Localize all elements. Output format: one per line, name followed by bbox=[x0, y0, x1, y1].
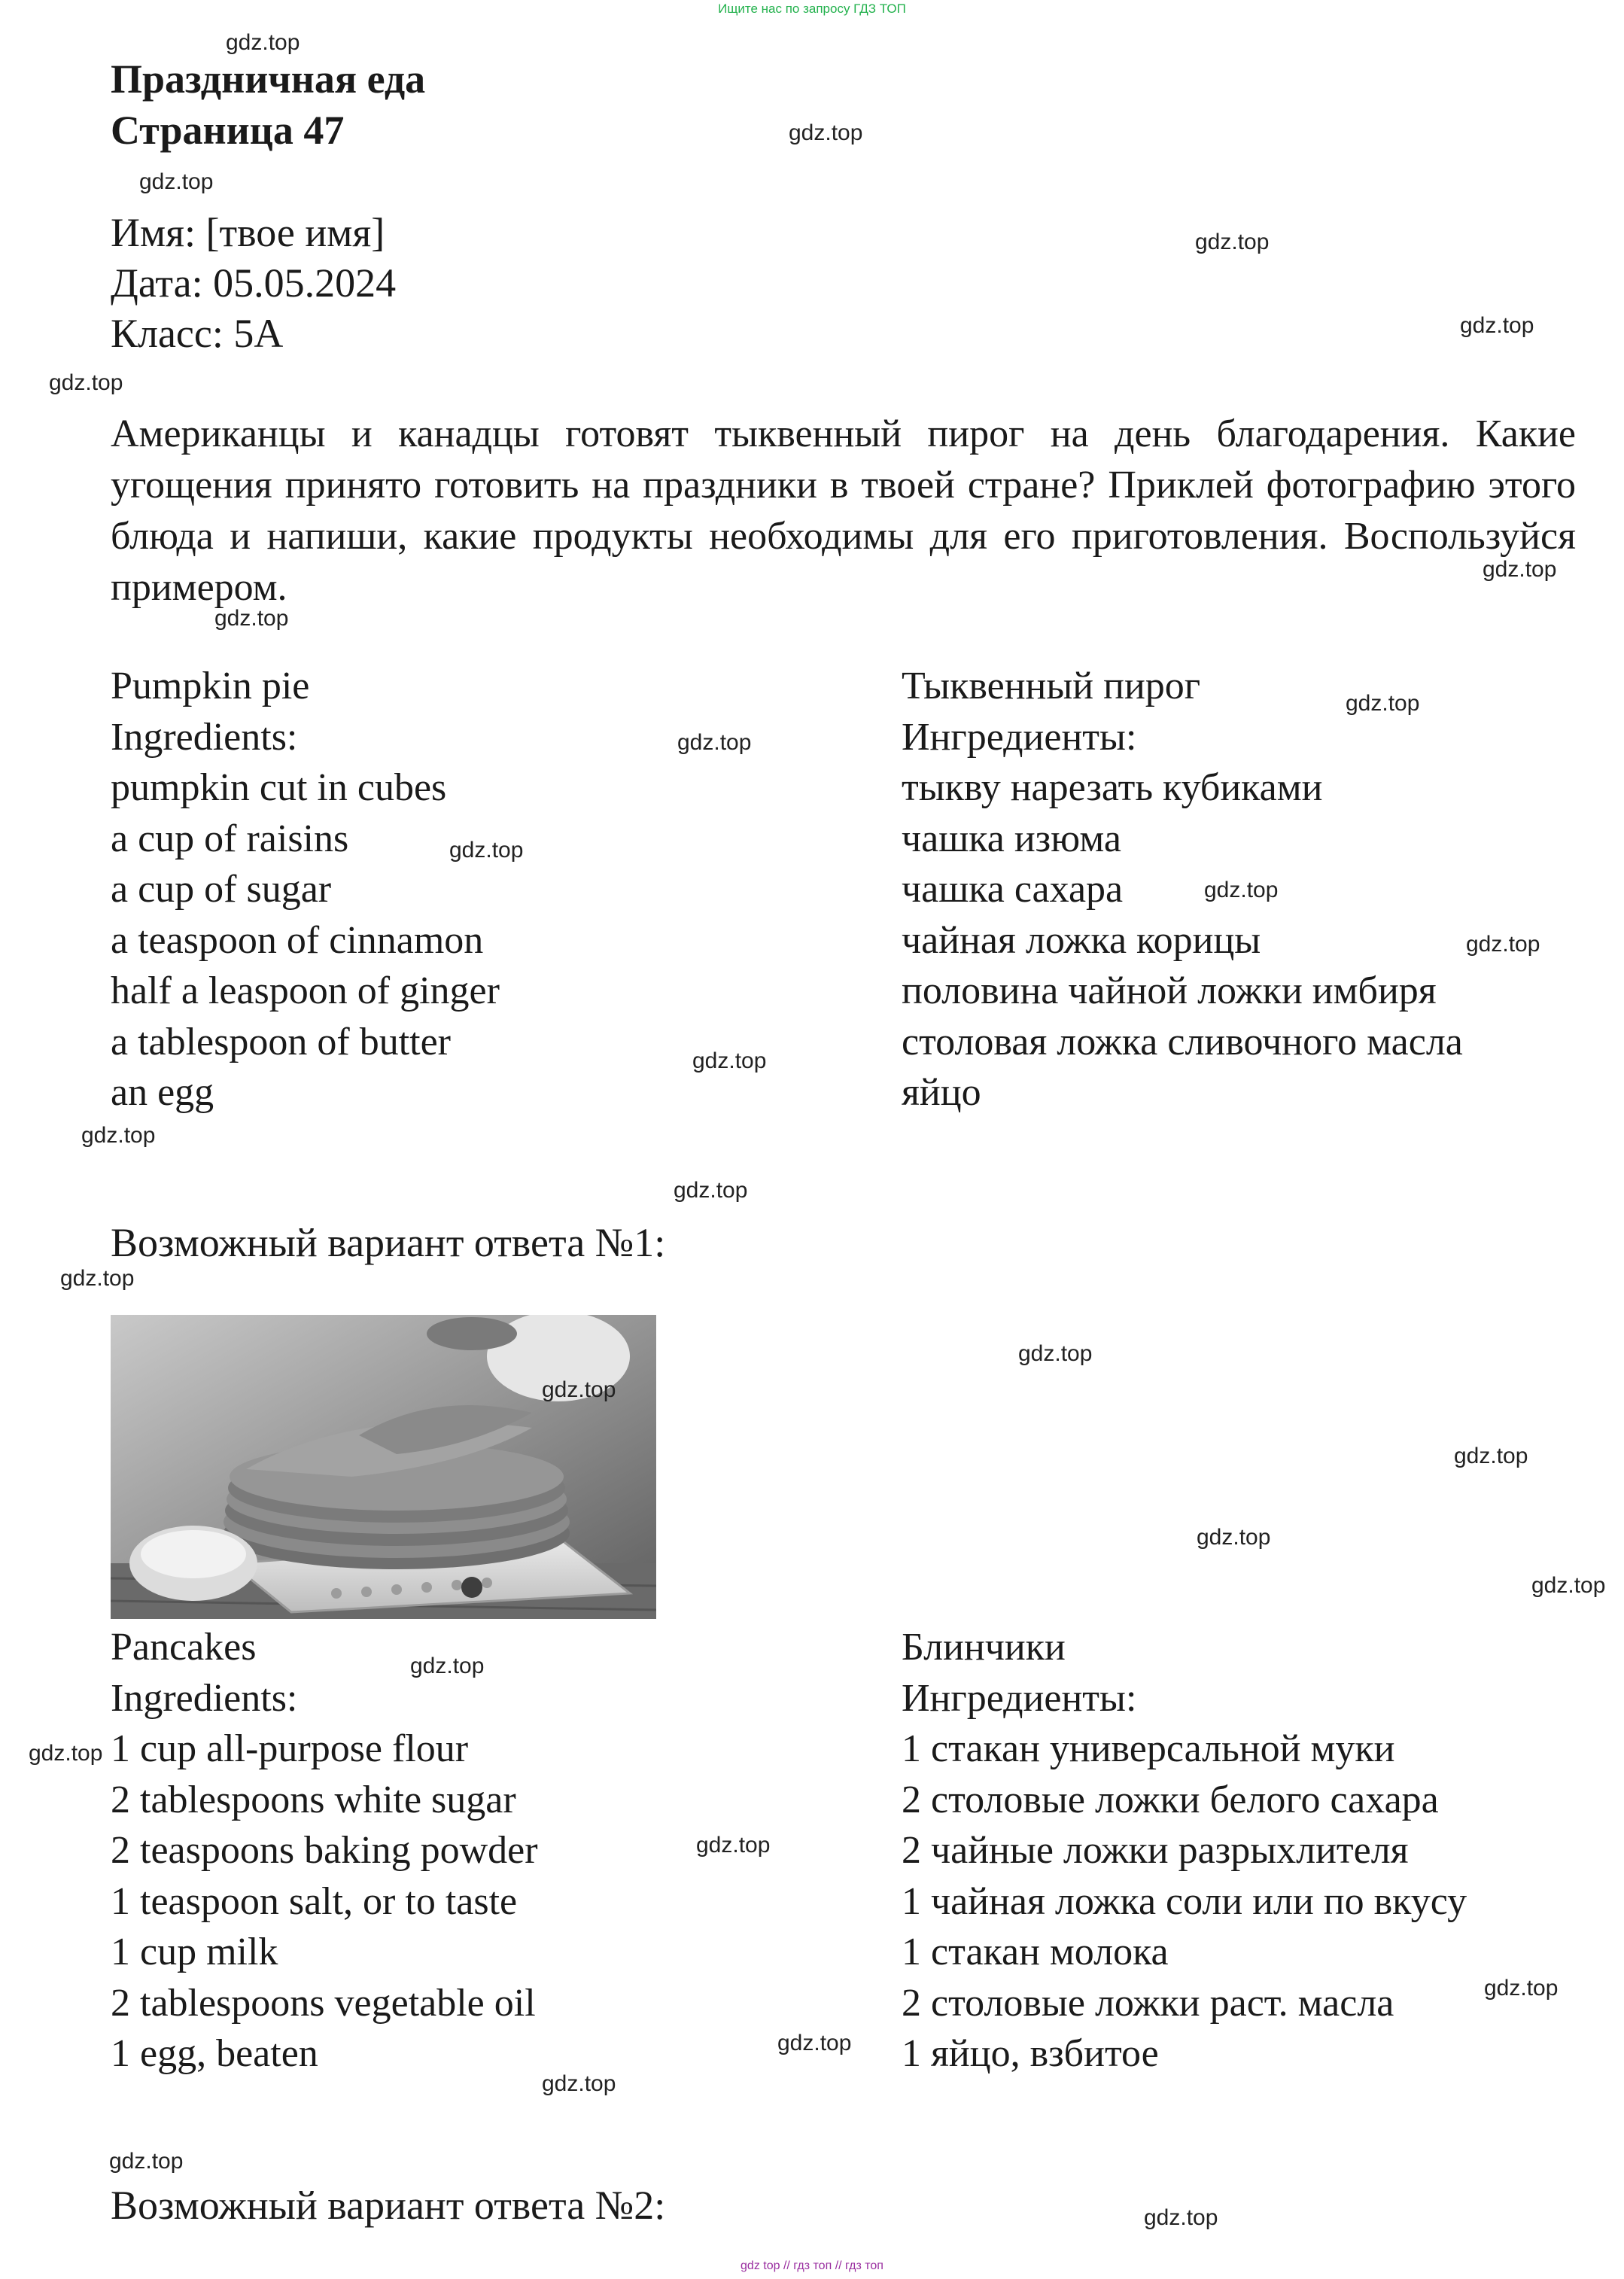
answer1-en-title: Pancakes bbox=[111, 1626, 257, 1669]
example-russian-list bbox=[902, 661, 1463, 1118]
watermark: gdz.top bbox=[1460, 313, 1534, 338]
example-en-item: an egg bbox=[111, 1071, 214, 1114]
name-line: Имя: [твое имя] bbox=[111, 210, 385, 255]
watermark: gdz.top bbox=[81, 1123, 156, 1148]
bottom-banner: gdz top // гдз топ // гдз топ bbox=[741, 2259, 883, 2272]
answer1-ru-ingredients-label: Ингредиенты: bbox=[902, 1676, 1137, 1720]
example-en-title: Pumpkin pie bbox=[111, 665, 310, 707]
example-ru-item: яйцо bbox=[902, 1071, 981, 1114]
answer1-en-item: 2 tablespoons vegetable oil bbox=[111, 1981, 536, 2025]
watermark: gdz.top bbox=[1197, 1525, 1271, 1550]
example-ru-item: чашка изюма bbox=[902, 817, 1121, 860]
answer1-ru-item: 2 чайные ложки разрыхлителя bbox=[902, 1829, 1409, 1872]
watermark: gdz.top bbox=[542, 1377, 616, 1402]
watermark: gdz.top bbox=[696, 1833, 771, 1858]
watermark: gdz.top bbox=[677, 730, 752, 755]
answer1-en-ingredients-label: Ingredients: bbox=[111, 1676, 298, 1720]
answer1-en-item: 1 teaspoon salt, or to taste bbox=[111, 1879, 518, 1923]
watermark: gdz.top bbox=[49, 370, 123, 395]
watermark: gdz.top bbox=[1018, 1341, 1093, 1366]
example-en-item: a teaspoon of cinnamon bbox=[111, 918, 484, 962]
watermark: gdz.top bbox=[1484, 1976, 1559, 2001]
watermark: gdz.top bbox=[542, 2071, 616, 2096]
watermark: gdz.top bbox=[410, 1654, 485, 1678]
class-line: Класс: 5А bbox=[111, 311, 284, 356]
watermark: gdz.top bbox=[109, 2149, 184, 2174]
answer1-en-item: 1 egg, beaten bbox=[111, 2032, 318, 2075]
answer1-ru-item: 1 чайная ложка соли или по вкусу bbox=[902, 1879, 1467, 1923]
watermark: gdz.top bbox=[1346, 691, 1420, 716]
example-ru-item: половина чайной ложки имбиря bbox=[902, 969, 1437, 1012]
answer1-ru-item: 2 столовые ложки раст. масла bbox=[902, 1981, 1394, 2025]
watermark: gdz.top bbox=[214, 606, 289, 631]
watermark: gdz.top bbox=[226, 30, 300, 55]
watermark: gdz.top bbox=[1483, 557, 1557, 582]
example-en-item: a cup of raisins bbox=[111, 817, 349, 860]
example-en-ingredients-label: Ingredients: bbox=[111, 715, 298, 759]
pancakes-photo bbox=[111, 1315, 656, 1619]
date-line: Дата: 05.05.2024 bbox=[111, 260, 397, 306]
answer1-en-item: 2 tablespoons white sugar bbox=[111, 1778, 516, 1821]
answer1-ru-title: Блинчики bbox=[902, 1626, 1066, 1669]
example-ru-item: столовая ложка сливочного масла bbox=[902, 1020, 1463, 1063]
answer2-heading: Возможный вариант ответа №2: bbox=[111, 2183, 666, 2228]
watermark: gdz.top bbox=[692, 1048, 767, 1073]
answer1-ru-item: 1 яйцо, взбитое bbox=[902, 2032, 1159, 2075]
answer1-ru-item: 2 столовые ложки белого сахара bbox=[902, 1778, 1439, 1821]
example-en-item: pumpkin cut in cubes bbox=[111, 766, 447, 809]
example-ru-item: тыкву нарезать кубиками bbox=[902, 766, 1323, 809]
answer1-en-item: 2 teaspoons baking powder bbox=[111, 1829, 538, 1872]
watermark: gdz.top bbox=[789, 120, 863, 145]
answer1-english-list bbox=[111, 1622, 538, 2080]
example-en-item: a cup of sugar bbox=[111, 868, 332, 911]
answer1-en-item: 1 cup milk bbox=[111, 1931, 278, 1973]
top-banner: Ищите нас по запросу ГДЗ ТОП bbox=[718, 2, 906, 16]
example-en-item: half a leaspoon of ginger bbox=[111, 969, 500, 1012]
example-ru-title: Тыквенный пирог bbox=[902, 665, 1201, 707]
watermark: gdz.top bbox=[777, 2031, 852, 2055]
example-ru-item: чайная ложка корицы bbox=[902, 918, 1261, 962]
answer1-russian-list bbox=[902, 1622, 1467, 2080]
answer1-heading: Возможный вариант ответа №1: bbox=[111, 1220, 666, 1265]
watermark: gdz.top bbox=[1195, 230, 1270, 254]
watermark: gdz.top bbox=[449, 838, 524, 863]
watermark: gdz.top bbox=[1531, 1573, 1606, 1598]
answer1-ru-item: 1 стакан универсальной муки bbox=[902, 1727, 1395, 1770]
page-title: Праздничная еда bbox=[111, 56, 426, 102]
example-ru-item: чашка сахара bbox=[902, 868, 1124, 911]
example-ru-ingredients-label: Ингредиенты: bbox=[902, 715, 1137, 759]
answer1-ru-item: 1 стакан молока bbox=[902, 1931, 1169, 1973]
watermark: gdz.top bbox=[1454, 1444, 1528, 1468]
example-en-item: a tablespoon of butter bbox=[111, 1020, 451, 1063]
watermark: gdz.top bbox=[60, 1266, 135, 1291]
example-english-list bbox=[111, 661, 500, 1118]
watermark: gdz.top bbox=[1144, 2205, 1218, 2230]
watermark: gdz.top bbox=[29, 1741, 103, 1766]
page-number: Страница 47 bbox=[111, 108, 345, 153]
watermark: gdz.top bbox=[674, 1178, 748, 1203]
watermark: gdz.top bbox=[139, 169, 214, 194]
task-text: Американцы и канадцы готовят тыквенный пирог на день благодарения. Какие угощения принято готовить на праздники в твоей стране? Приклей фотографию этого блюда и напиши, какие продукты необходимы для его приготовления. Воспользуйся примером. bbox=[111, 412, 1576, 609]
watermark: gdz.top bbox=[1204, 878, 1279, 902]
answer1-en-item: 1 cup all-purpose flour bbox=[111, 1727, 469, 1770]
watermark: gdz.top bbox=[1466, 932, 1540, 957]
